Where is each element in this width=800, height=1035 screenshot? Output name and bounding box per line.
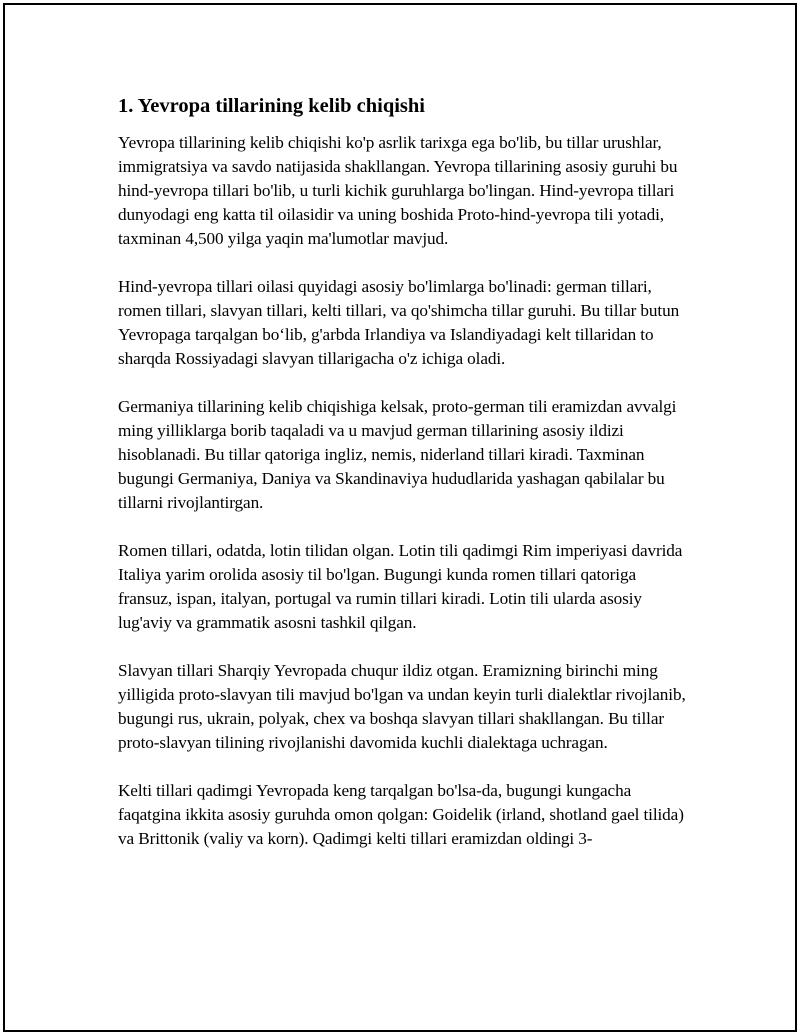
paragraph-6: Kelti tillari qadimgi Yevropada keng tarqalgan bo'lsa-da, bugungi kungacha faqatgina ikkita asosiy guruhda omon qolgan: Goidelik (irland, shotland gael tilida) va Brittonik (valiy va korn). Qadimgi kelti tillari eramizdan oldingi 3- [118,781,684,848]
paragraph-4: Romen tillari, odatda, lotin tilidan olgan. Lotin tili qadimgi Rim imperiyasi davrida Italiya yarim orolida asosiy til bo'lgan. Bugungi kunda romen tillari qatoriga fransuz, ispan, italyan, portugal va rumin tillari kiradi. Lotin tili ularda asosiy lug'aviy va grammatik asosni tashkil qilgan. [118,541,683,632]
section-heading: 1. Yevropa tillarining kelib chiqishi [118,95,425,117]
paragraph-3: Germaniya tillarining kelib chiqishiga kelsak, proto-german tili eramizdan avvalgi ming yilliklarga borib taqaladi va u mavjud german tillarining asosiy ildizi hisoblanadi. Bu tillar qatoriga ingliz, nemis, niderland tillari kiradi. Taxminan bugungi Germaniya, Daniya va Skandinaviya hududlarida yashagan qabilalar bu tillarni rivojlantirgan. [118,397,677,512]
paragraph-2: Hind-yevropa tillari oilasi quyidagi asosiy bo'limlarga bo'linadi: german tillari, romen tillari, slavyan tillari, kelti tillari, va qo'shimcha tillar guruhi. Bu tillar butun Yevropaga tarqalgan bo‘lib, g'arbda Irlandiya va Islandiyadagi kelt tillaridan to sharqda Rossiyadagi slavyan tillarigacha o'z ichiga oladi. [118,277,680,368]
document-body [118,92,688,875]
paragraph-1: Yevropa tillarining kelib chiqishi ko'p asrlik tarixga ega bo'lib, bu tillar urushlar, immigratsiya va savdo natijasida shakllangan. Yevropa tillarining asosiy guruhi bu hind-yevropa tillari bo'lib, u turli kichik guruhlarga bo'lingan. Hind-yevropa tillari dunyodagi eng katta til oilasidir va uning boshida Proto-hind-yevropa tili yotadi, taxminan 4,500 yilga yaqin ma'lumotlar mavjud. [118,133,678,248]
paragraph-5: Slavyan tillari Sharqiy Yevropada chuqur ildiz otgan. Eramizning birinchi ming yilligida proto-slavyan tili mavjud bo'lgan va undan keyin turli dialektlar rivojlanib, bugungi rus, ukrain, polyak, chex va boshqa slavyan tillari shakllangan. Bu tillar proto-slavyan tilining rivojlanishi davomida kuchli dialektaga uchragan. [118,661,686,752]
